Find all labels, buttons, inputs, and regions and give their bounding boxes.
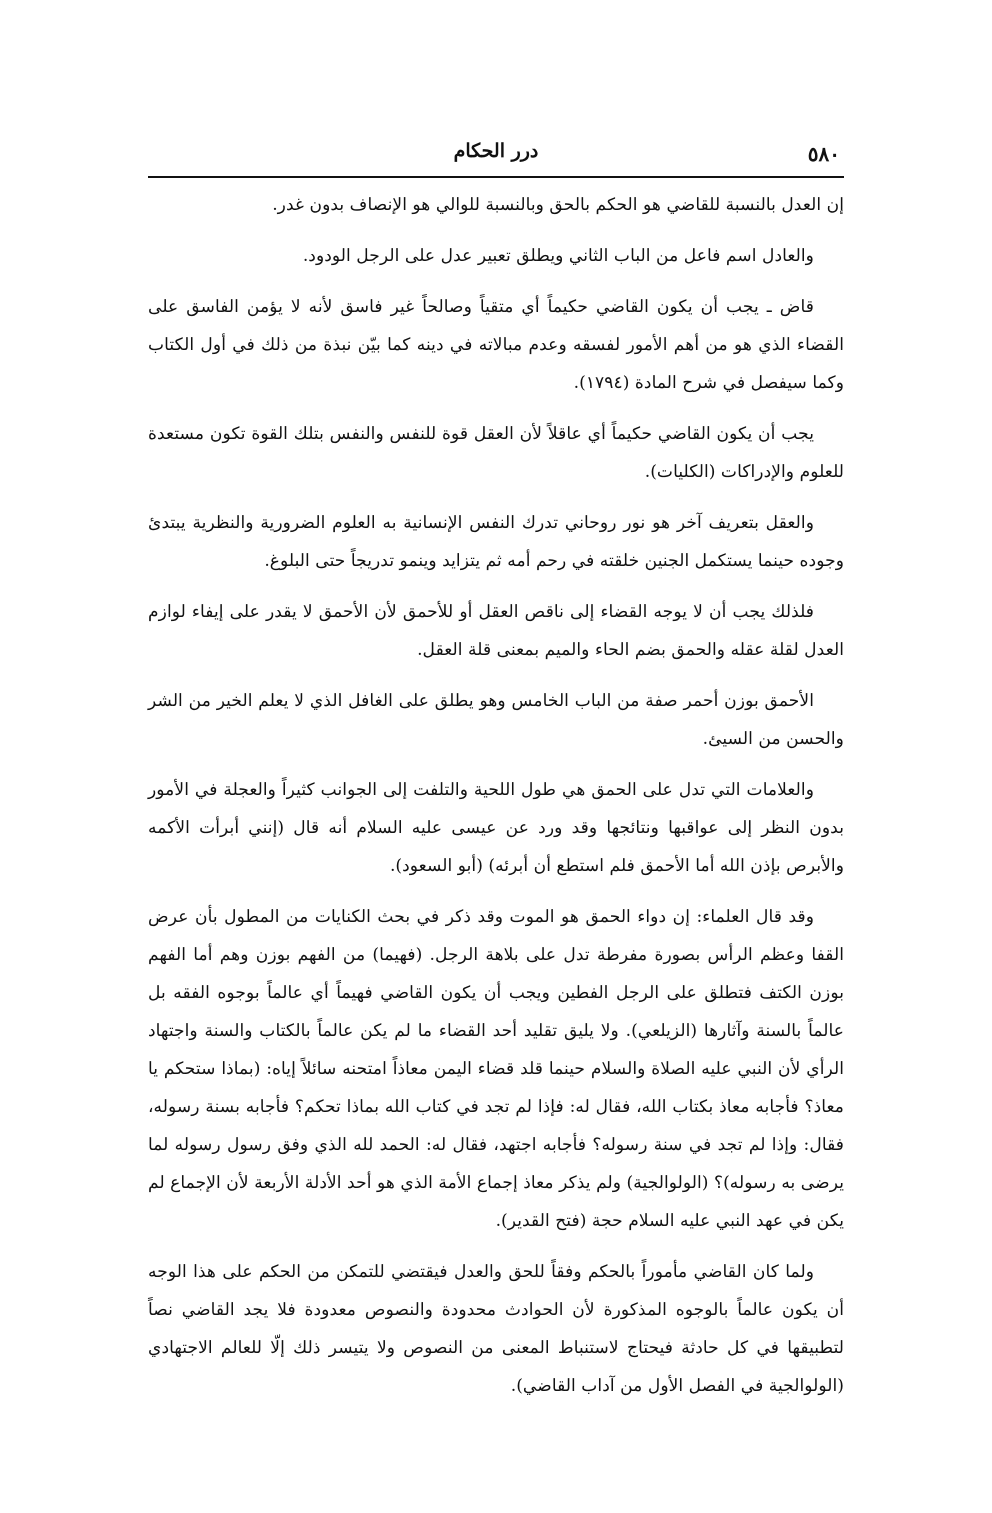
document-body <box>148 186 844 1418</box>
paragraph: إن العدل بالنسبة للقاضي هو الحكم بالحق وبالنسبة للوالي هو الإنصاف بدون غدر. <box>272 195 844 215</box>
page-header <box>148 138 844 172</box>
paragraph: والعادل اسم فاعل من الباب الثاني ويطلق تعبير عدل على الرجل الودود. <box>302 246 814 266</box>
page-number: ٥٨٠ <box>807 142 840 166</box>
paragraph: ولما كان القاضي مأموراً بالحكم وفقاً للحق والعدل فيقتضي للتمكن من الحكم على هذا الوجه أن يكون عالماً بالوجوه المذكورة لأن الحوادث محدودة والنصوص معدودة فلا يجد القاضي نصاً لتطبيقها في كل حادثة فيحتاج لاستنباط المعنى من النصوص ولا يتيسر ذلك إلّا للعالم الاجتهادي (الولوالجية في الفصل الأول من آداب القاضي). <box>148 1262 844 1396</box>
paragraph: والعقل بتعريف آخر هو نور روحاني تدرك النفس الإنسانية به العلوم الضرورية والنظرية يبتدئ وجوده حينما يستكمل الجنين خلقته في رحم أمه ثم يتزايد وينمو تدريجاً حتى البلوغ. <box>148 513 844 571</box>
document-page <box>148 0 844 1513</box>
paragraph: والعلامات التي تدل على الحمق هي طول اللحية والتلفت إلى الجوانب كثيراً والعجلة في الأمور بدون النظر إلى عواقبها ونتائجها وقد ورد عن عيسى عليه السلام أنه قال (إنني أبرأت الأكمه والأبرص بإذن الله أما الأحمق فلم استطع أن أبرئه) (أبو السعود). <box>148 780 844 876</box>
paragraph: فلذلك يجب أن لا يوجه القضاء إلى ناقص العقل أو للأحمق لأن الأحمق لا يقدر على إيفاء لوازم العدل لقلة عقله والحمق بضم الحاء والميم بمعنى قلة العقل. <box>148 602 844 660</box>
paragraph: يجب أن يكون القاضي حكيماً أي عاقلاً لأن العقل قوة للنفس والنفس بتلك القوة تكون مستعدة للعلوم والإدراكات (الكليات). <box>148 424 844 482</box>
paragraph: وقد قال العلماء: إن دواء الحمق هو الموت وقد ذكر في بحث الكنايات من المطول بأن عرض القفا وعظم الرأس بصورة مفرطة تدل على بلاهة الرجل. (فهيما) من الفهم بوزن وهم أما الفهم بوزن الكتف فتطلق على الرجل الفطين ويجب أن يكون القاضي فهيماً أي عالماً بوجوه الفقه بل عالماً بالسنة وآثارها (الزيلعي). ولا يليق تقليد أحد القضاء ما لم يكن عالماً بالكتاب والسنة واجتهاد الرأي لأن النبي عليه الصلاة والسلام حينما قلد قضاء اليمن معاذاً امتحنه سائلاً إياه: (بماذا ستحكم يا معاذ؟ فأجابه معاذ بكتاب الله، فقال له: فإذا لم تجد في كتاب الله بماذا تحكم؟ فأجابه بسنة رسوله، فقال: وإذا لم تجد في سنة رسوله؟ فأجابه اجتهد، فقال له: الحمد لله الذي وفق رسول رسوله لما يرضى به رسوله)؟ (الولوالجية) ولم يذكر معاذ إجماع الأمة الذي هو أحد الأدلة الأربعة لأن الإجماع لم يكن في عهد النبي عليه السلام حجة (فتح القدير). <box>148 907 844 1231</box>
paragraph: قاض ـ يجب أن يكون القاضي حكيماً أي متقياً وصالحاً غير فاسق لأنه لا يؤمن الفاسق على القضاء الذي هو من أهم الأمور لفسقه وعدم مبالاته في دينه كما بيّن نبذة من ذلك في أول الكتاب وكما سيفصل في شرح المادة (١٧٩٤). <box>148 297 844 393</box>
paragraph: الأحمق بوزن أحمر صفة من الباب الخامس وهو يطلق على الغافل الذي لا يعلم الخير من الشر والحسن من السيئ. <box>148 691 844 749</box>
header-rule <box>148 176 844 178</box>
running-title: درر الحكام <box>453 140 539 162</box>
